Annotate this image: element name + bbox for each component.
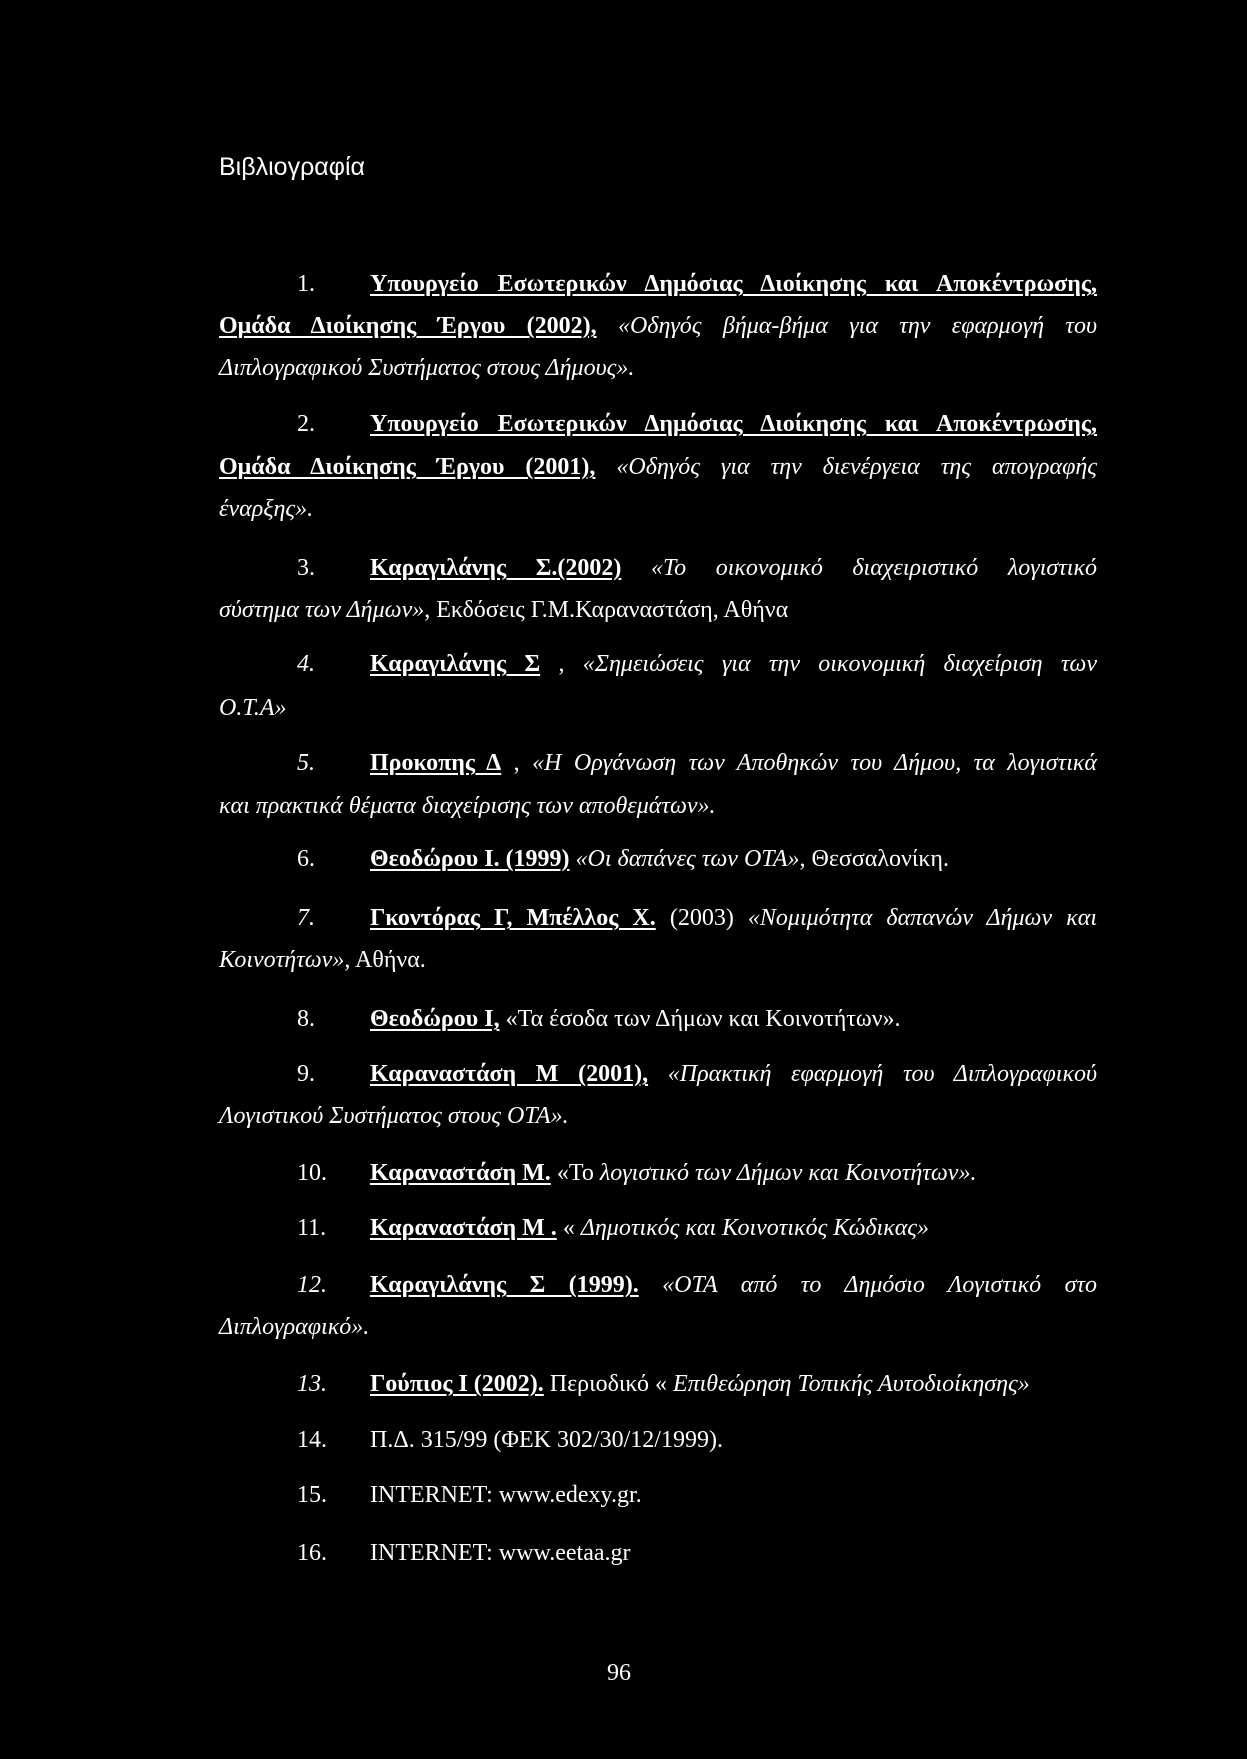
reference-line-text: [219, 1312, 1097, 1342]
reference-author: Ομάδα Διοίκησης Έργου (2002),: [219, 313, 597, 339]
reference-line: [219, 1270, 1097, 1300]
reference-author: Προκοπης Δ: [370, 750, 502, 776]
reference-title: Λογιστικού Συστήματος στους ΟΤΑ».: [219, 1103, 569, 1129]
reference-line-text: [370, 1213, 1097, 1243]
reference-number: 7.: [297, 905, 315, 931]
reference-number: 4.: [297, 651, 315, 677]
reference-author: Υπουργείο Εσωτερικών Δημόσιας Διοίκησης και Αποκέντρωσης,: [370, 411, 1097, 437]
reference-line-text: [370, 1425, 1097, 1455]
reference-title: Επιθεώρηση Τοπικής Αυτοδιοίκησης»: [672, 1371, 1030, 1397]
reference-line-text: [219, 353, 1097, 383]
reference-line-text: [370, 844, 1097, 874]
reference-title: Διπλογραφικό».: [219, 1314, 370, 1340]
reference-line-text: [219, 494, 1097, 524]
reference-title-start: «: [562, 1215, 575, 1241]
reference-line-text: [370, 1480, 1097, 1510]
reference-line-text: [370, 1158, 1097, 1188]
reference-line: [219, 1101, 1097, 1131]
reference-title: «Πρακτική εφαρμογή του Διπλογραφικού: [667, 1061, 1098, 1087]
reference-line: [219, 903, 1097, 933]
reference-author: Υπουργείο Εσωτερικών Δημόσιας Διοίκησης και Αποκέντρωσης,: [370, 271, 1097, 297]
reference-number: 1.: [297, 271, 315, 297]
reference-title: «Σημειώσεις για την οικονομική διαχείριση των: [582, 651, 1098, 677]
reference-author: Καραγιλάνης Σ: [370, 651, 541, 677]
reference-line-text: [219, 1101, 1097, 1131]
reference-year: (2003): [669, 905, 734, 931]
reference-line-text: [370, 1270, 1097, 1300]
reference-number: 9.: [297, 1061, 315, 1087]
reference-number: 13.: [297, 1371, 327, 1397]
reference-line: [219, 1213, 1097, 1243]
reference-author: Καραναστάση Μ.: [370, 1160, 551, 1186]
reference-title: «Οι δαπάνες των ΟΤΑ»: [575, 846, 800, 872]
reference-line: [219, 409, 1097, 439]
reference-author: Θεοδώρου Ι,: [370, 1006, 500, 1032]
reference-separator: ,: [513, 750, 520, 776]
reference-number: 5.: [297, 750, 315, 776]
reference-line-text: [219, 693, 1097, 723]
reference-author: Καραναστάση Μ (2001),: [370, 1061, 649, 1087]
reference-author: Γούπιος Ι (2002).: [370, 1371, 544, 1397]
reference-line: [219, 1369, 1097, 1399]
reference-line-text: [219, 791, 1097, 821]
reference-number: 12.: [297, 1272, 327, 1298]
reference-title: Δημοτικός και Κοινοτικός Κώδικας»: [580, 1215, 930, 1241]
reference-text: Π.Δ. 315/99 (ΦΕΚ 302/30/12/1999).: [370, 1427, 723, 1453]
reference-separator: ,: [558, 651, 565, 677]
reference-title: «Η Οργάνωση των Αποθηκών του Δήμου, τα λογιστικά: [532, 750, 1098, 776]
reference-line: [219, 1004, 1097, 1034]
reference-line-text: [370, 269, 1097, 299]
reference-line: [219, 1059, 1097, 1089]
reference-line-text: [219, 452, 1097, 482]
reference-title: Διπλογραφικού Συστήματος στους Δήμους».: [219, 355, 635, 381]
reference-line: [219, 452, 1097, 482]
reference-line: [219, 353, 1097, 383]
reference-line-text: [370, 553, 1097, 583]
reference-title: Κοινοτήτων»: [219, 947, 345, 973]
reference-line: [219, 791, 1097, 821]
reference-line-text: [370, 903, 1097, 933]
reference-journal-label: Περιοδικό «: [549, 1371, 667, 1397]
reference-line: [219, 1312, 1097, 1342]
reference-line: [219, 311, 1097, 341]
reference-line-text: [370, 409, 1097, 439]
reference-number: 3.: [297, 555, 315, 581]
reference-title: «Νομιμότητα δαπανών Δήμων και: [747, 905, 1097, 931]
reference-number: 15.: [297, 1482, 327, 1508]
reference-title: «Το οικονομικό διαχειριστικό λογιστικό: [651, 555, 1097, 581]
reference-line-text: [370, 1538, 1097, 1568]
reference-title: έναρξης».: [219, 496, 314, 522]
reference-title-start: «Το: [556, 1160, 594, 1186]
reference-line: [219, 494, 1097, 524]
reference-title: Ο.Τ.Α»: [219, 695, 287, 721]
reference-title: λογιστικό των Δήμων και Κοινοτήτων».: [599, 1160, 977, 1186]
reference-number: 16.: [297, 1540, 327, 1566]
reference-line-text: [219, 311, 1097, 341]
reference-author: Γκοντόρας Γ, Μπέλλος Χ.: [370, 905, 656, 931]
reference-text: INTERNET: www.eetaa.gr: [370, 1540, 631, 1566]
reference-author: Θεοδώρου Ι. (1999): [370, 846, 570, 872]
reference-line-text: [370, 1004, 1097, 1034]
reference-line: [219, 1538, 1097, 1568]
reference-line-text: [370, 649, 1097, 679]
reference-number: 6.: [297, 846, 315, 872]
reference-title: «Τα έσοδα των Δήμων και Κοινοτήτων».: [505, 1006, 901, 1032]
reference-title: και πρακτικά θέματα διαχείρισης των αποθεμάτων».: [219, 793, 716, 819]
reference-line-text: [370, 1369, 1097, 1399]
reference-author: Καραγιλάνης Σ (1999).: [370, 1272, 639, 1298]
reference-text: INTERNET: www.edexy.gr.: [370, 1482, 642, 1508]
reference-place: , Αθήνα.: [344, 947, 426, 973]
reference-number: 2.: [297, 411, 315, 437]
reference-author: Καραναστάση Μ .: [370, 1215, 557, 1241]
reference-line: [219, 269, 1097, 299]
reference-line: [219, 1158, 1097, 1188]
reference-line-text: [370, 748, 1097, 778]
page-number: 96: [607, 1660, 631, 1686]
reference-title: «Οδηγός για την διενέργεια της απογραφής: [616, 454, 1098, 480]
reference-line: [219, 1425, 1097, 1455]
reference-place: , Θεσσαλονίκη.: [799, 846, 949, 872]
reference-line-text: [219, 595, 1097, 625]
reference-line: [219, 693, 1097, 723]
reference-line: [219, 748, 1097, 778]
reference-publisher: , Εκδόσεις Γ.Μ.Καραναστάση, Αθήνα: [424, 597, 789, 623]
reference-title: «Οδηγός βήμα-βήμα για την εφαρμογή του: [617, 313, 1097, 339]
reference-line: [219, 595, 1097, 625]
reference-line: [219, 1480, 1097, 1510]
reference-line-text: [370, 1059, 1097, 1089]
reference-number: 11.: [297, 1215, 327, 1241]
reference-line: [219, 844, 1097, 874]
reference-number: 8.: [297, 1006, 315, 1032]
reference-line: [219, 553, 1097, 583]
reference-line: [219, 945, 1097, 975]
reference-number: 10.: [297, 1160, 327, 1186]
reference-title: «ΟΤΑ από το Δημόσιο Λογιστικό στο: [662, 1272, 1097, 1298]
page-title: Βιβλιογραφία: [219, 153, 365, 181]
reference-line-text: [219, 945, 1097, 975]
reference-title: σύστημα των Δήμων»: [219, 597, 425, 623]
reference-author: Καραγιλάνης Σ.(2002): [370, 555, 622, 581]
reference-number: 14.: [297, 1427, 327, 1453]
reference-line: [219, 649, 1097, 679]
reference-author: Ομάδα Διοίκησης Έργου (2001),: [219, 454, 596, 480]
